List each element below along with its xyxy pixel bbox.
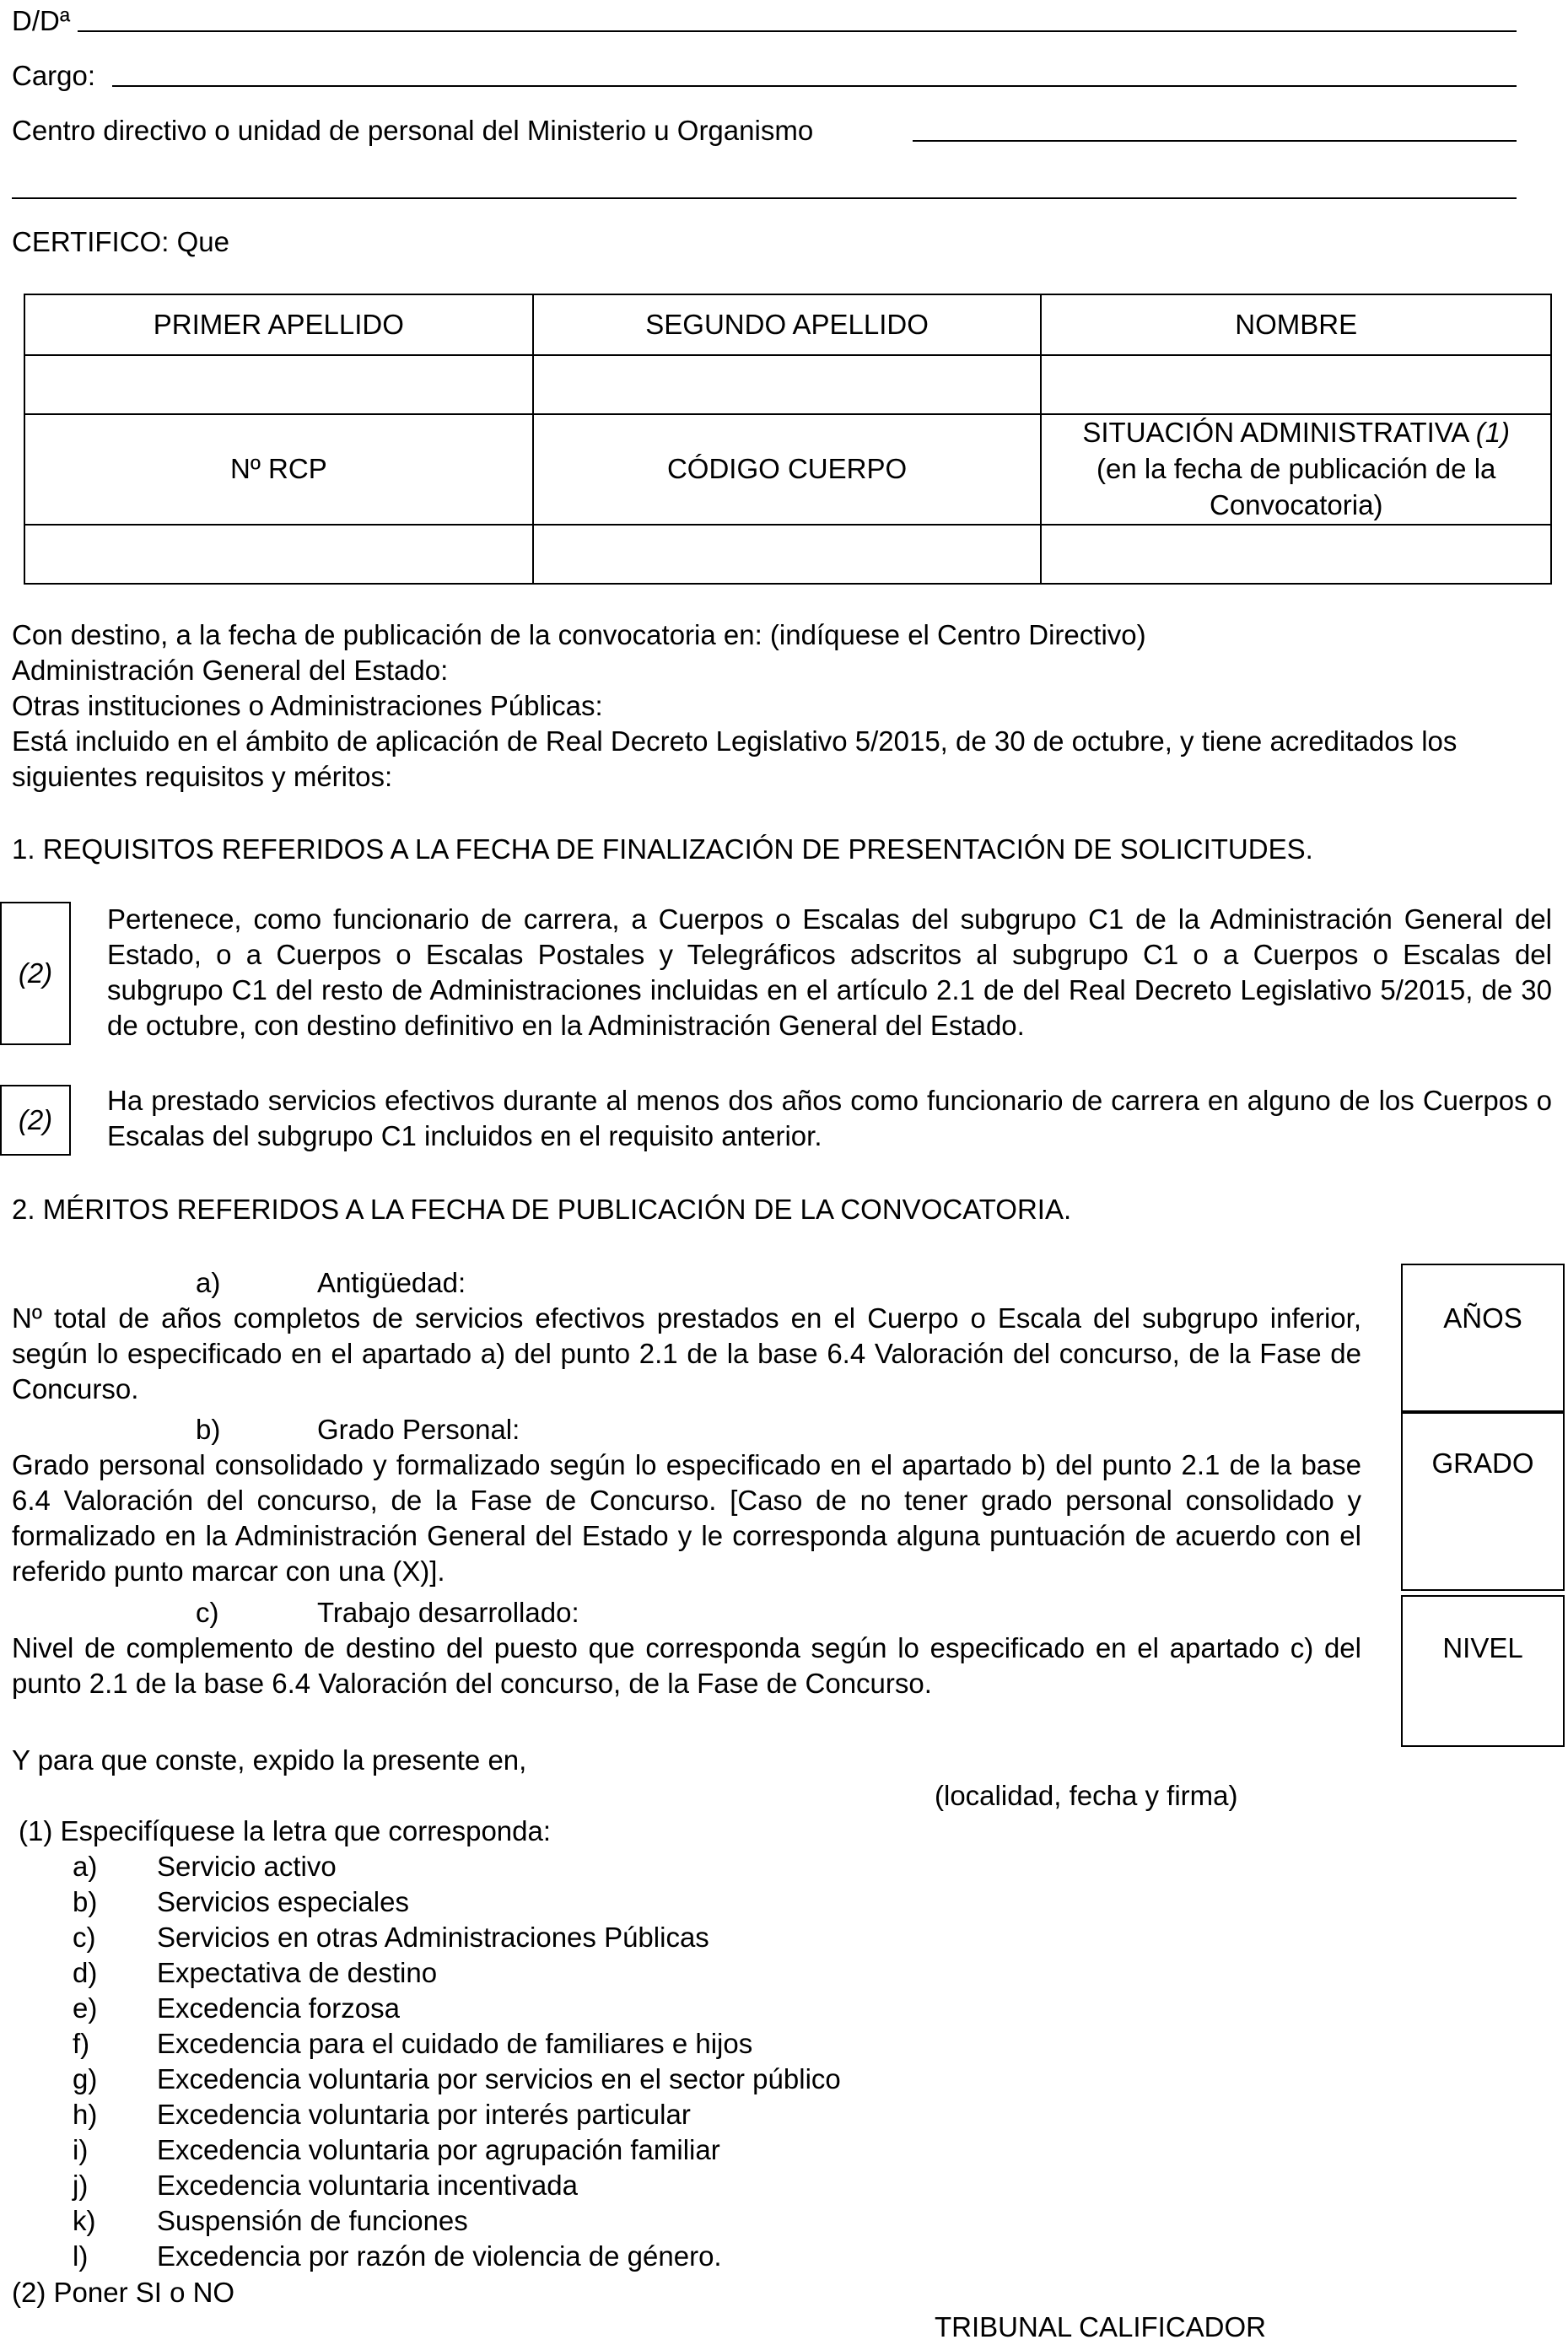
closing-text: Y para que conste, expido la presente en, [12,1744,527,1776]
situacion-letter: l) [73,2240,89,2272]
situacion-letter: i) [73,2134,89,2165]
centro-label: Centro directivo o unidad de personal del Ministerio u Organismo [12,115,814,146]
grado-box[interactable] [1401,1410,1565,1591]
anos-label: AÑOS [1443,1302,1522,1334]
footnote1-title: (1) Especifíquese la letra que corresponda: [19,1815,552,1846]
identity-table [24,294,1552,585]
situacion-line2: (en la fecha de publicación de la [1097,452,1496,484]
primer-apellido-input[interactable] [24,355,533,414]
requisito1-text: Pertenece, como funcionario de carrera, a Cuerpos o Escalas del subgrupo C1 de la Administración General del Estado, o a Cuerpos o Escalas Postales y Telegráficos adscritos al subgrupo C1 o a Cuerpos o Escalas del subgrupo C1 del resto de Administraciones incluidas en el artículo 2.1 de del Real Decreto Legislativo 5/2015, de 30 de octubre, con destino definitivo en la Administración General del Estado. [107,903,1552,1041]
destino-line1: Con destino, a la fecha de publicación de la convocatoria en: (indíquese el Centro Directivo) [12,619,1146,650]
col-nombre: NOMBRE [1041,294,1551,355]
situacion-line1: SITUACIÓN ADMINISTRATIVA [1082,417,1476,448]
situacion-letter: g) [73,2063,98,2094]
nrcp-input[interactable] [24,525,533,584]
nivel-box[interactable] [1401,1595,1565,1747]
situacion-label: Expectativa de destino [157,1957,438,1988]
merito-c-title: Trabajo desarrollado: [317,1597,579,1628]
grado-label: GRADO [1431,1447,1534,1479]
situacion-ref: (1) [1475,417,1511,448]
situacion-label: Excedencia voluntaria por interés particular [157,2099,691,2130]
situacion-label: Excedencia voluntaria por servicios en el sector público [157,2063,841,2094]
situacion-label: Excedencia voluntaria incentivada [157,2170,578,2201]
situacion-letter: c) [73,1922,96,1953]
signature-caption: (localidad, fecha y firma) [935,1780,1238,1811]
merito-c-text: Nivel de complemento de destino del puesto que corresponda según lo especificado en el apartado c) del punto 2.1 de la base 6.4 Valoración del concurso, de la Fase de Concurso. [12,1632,1361,1699]
situacion-label: Excedencia forzosa [157,1992,400,2024]
destino-age: Administración General del Estado: [12,655,449,686]
situacion-letter: d) [73,1957,98,1988]
situacion-list [0,1849,1012,2274]
cargo-label: Cargo: [12,60,96,91]
merito-a-title: Antigüedad: [317,1267,466,1298]
col-nrcp: Nº RCP [24,414,533,525]
situacion-letter: e) [73,1992,98,2024]
certifico-label: CERTIFICO: Que [12,226,229,257]
col-codigo-cuerpo: CÓDIGO CUERPO [533,414,1042,525]
requisito2-checkbox[interactable] [0,1085,71,1156]
centro-field-continued[interactable] [12,197,1517,199]
situacion-label: Servicios especiales [157,1886,409,1917]
situacion-label: Suspensión de funciones [157,2205,468,2236]
situacion-letter: j) [73,2170,89,2201]
nivel-label: NIVEL [1442,1632,1523,1663]
centro-field[interactable] [913,140,1517,142]
section1-title: 1. REQUISITOS REFERIDOS A LA FECHA DE FINALIZACIÓN DE PRESENTACIÓN DE SOLICITUDES. [12,833,1313,865]
situacion-label: Servicios en otras Administraciones Públicas [157,1922,709,1953]
section2-title: 2. MÉRITOS REFERIDOS A LA FECHA DE PUBLICACIÓN DE LA CONVOCATORIA. [12,1194,1072,1225]
requisito2-text: Ha prestado servicios efectivos durante al menos dos años como funcionario de carrera en alguno de los Cuerpos o Escalas del subgrupo C1 incluidos en el requisito anterior. [107,1085,1552,1151]
footnote2: (2) Poner SI o NO [12,2277,235,2308]
situacion-label: Servicio activo [157,1851,337,1882]
merito-c-letter: c) [196,1597,219,1628]
codigo-cuerpo-input[interactable] [533,525,1042,584]
requisito1-mark: (2) [18,957,53,989]
situacion-letter: h) [73,2099,98,2130]
requisito2-mark: (2) [18,1103,53,1135]
name-label: D/Dª [12,5,71,36]
segundo-apellido-input[interactable] [533,355,1042,414]
situacion-label: Excedencia para el cuidado de familiares e hijos [157,2028,753,2059]
anos-box[interactable] [1401,1264,1565,1414]
col-segundo-apellido: SEGUNDO APELLIDO [533,294,1042,355]
merito-b-text: Grado personal consolidado y formalizado según lo especificado en el apartado b) del punto 2.1 de la base 6.4 Valoración del concurso, de la Fase de Concurso. [Caso de no tener grado personal consolidado y formalizado en la Administración General del Estado y le corresponda alguna puntuación de acuerdo con el referido punto marcar con una (X)]. [12,1449,1361,1587]
situacion-line3: Convocatoria) [1210,488,1383,520]
situacion-label: Excedencia voluntaria por agrupación familiar [157,2134,720,2165]
situacion-input[interactable] [1041,525,1551,584]
situacion-letter: f) [73,2028,90,2059]
merito-a-text: Nº total de años completos de servicios efectivos prestados en el Cuerpo o Escala del subgrupo inferior, según lo especificado en el apartado a) del punto 2.1 de la base 6.4 Valoración del concurso, de la Fase de Concurso. [12,1302,1361,1404]
situacion-letter: k) [73,2205,96,2236]
nombre-input[interactable] [1041,355,1551,414]
situacion-letter: a) [73,1851,98,1882]
name-field[interactable] [78,30,1517,32]
situacion-letter: b) [73,1886,98,1917]
destino-otras: Otras instituciones o Administraciones Públicas: [12,690,603,721]
col-situacion-administrativa [1041,414,1551,525]
merito-b-letter: b) [196,1414,221,1445]
situacion-label: Excedencia por razón de violencia de género. [157,2240,722,2272]
merito-a-letter: a) [196,1267,221,1298]
merito-b-title: Grado Personal: [317,1414,520,1445]
cargo-field[interactable] [112,85,1517,87]
col-primer-apellido: PRIMER APELLIDO [24,294,533,355]
destino-block [12,617,1565,795]
tribunal-label: TRIBUNAL CALIFICADOR [935,2311,1267,2342]
requisito1-checkbox[interactable] [0,902,71,1045]
destino-ambito: Está incluido en el ámbito de aplicación de Real Decreto Legislativo 5/2015, de 30 de octubre, y tiene acreditados los siguientes requisitos y méritos: [12,725,1458,792]
